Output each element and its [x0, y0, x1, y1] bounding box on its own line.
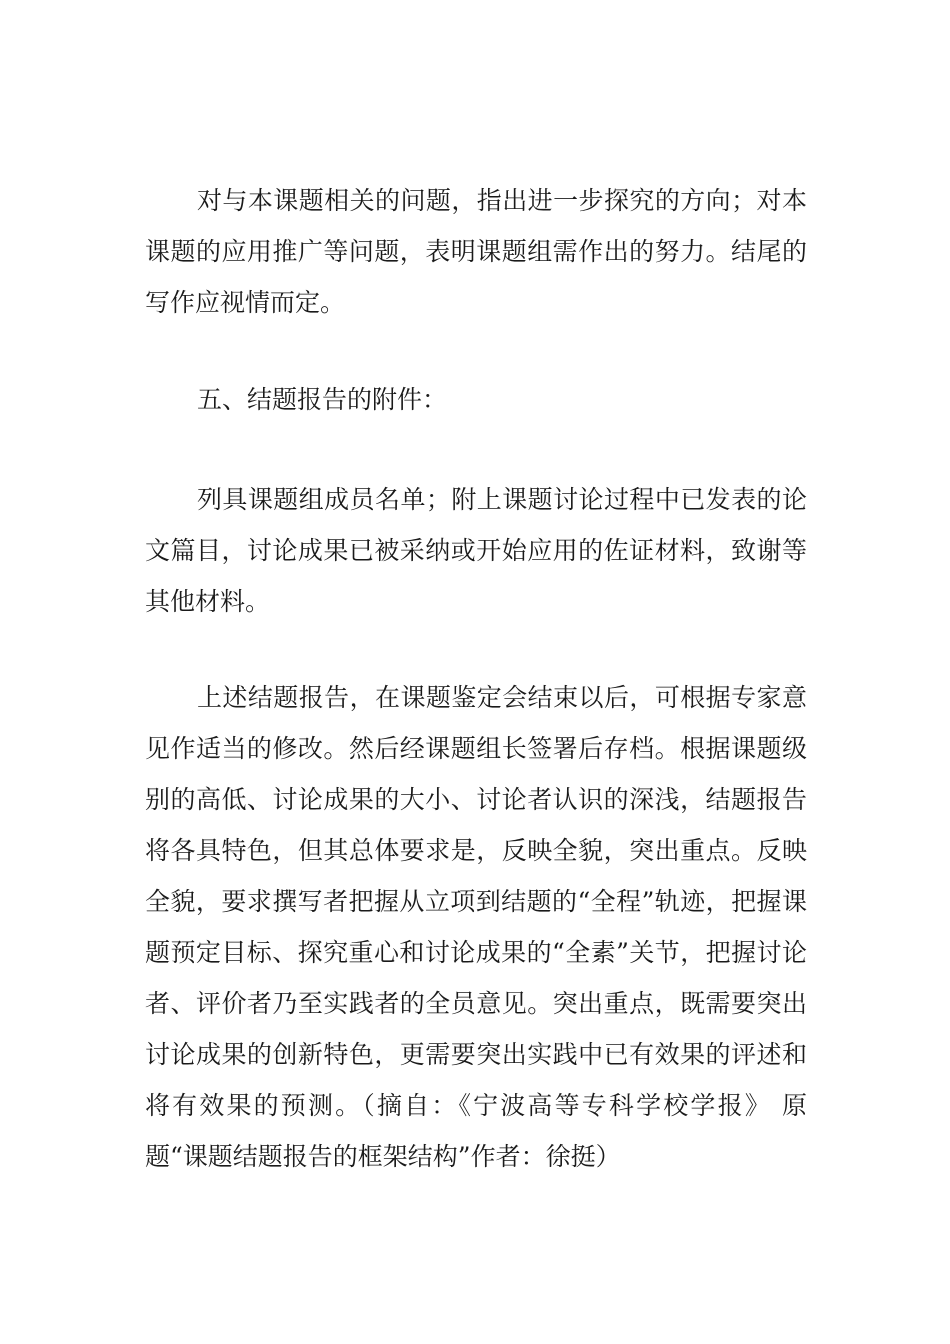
- paragraph-report-requirements: 上述结题报告，在课题鉴定会结束以后，可根据专家意见作适当的修改。然后经课题组长签署后存档。根据课题级别的高低、讨论成果的大小、讨论者认识的深浅，结题报告将各具特色，但其总体要求是，反映全貌，突出重点。反映全貌，要求撰写者把握从立项到结题的“全程”轨迹，把握课题预定目标、探究重心和讨论成果的“全素”关节，把握讨论者、评价者乃至实践者的全员意见。突出重点，既需要突出讨论成果的创新特色，更需要突出实践中已有效果的评述和将有效果的预测。（摘自：《宁波高等专科学校学报》 原题“课题结题报告的框架结构”作者：徐挺）: [145, 683, 807, 1171]
- section-heading-appendix: 五、结题报告的附件：: [197, 385, 448, 414]
- paragraph-appendix-contents: 列具课题组成员名单；附上课题讨论过程中已发表的论文篇目，讨论成果已被采纳或开始应用的佐证材料，致谢等其他材料。: [145, 485, 807, 616]
- paragraph-conclusion-writing: 对与本课题相关的问题，指出进一步探究的方向；对本课题的应用推广等问题，表明课题组需作出的努力。结尾的写作应视情而定。: [145, 186, 807, 317]
